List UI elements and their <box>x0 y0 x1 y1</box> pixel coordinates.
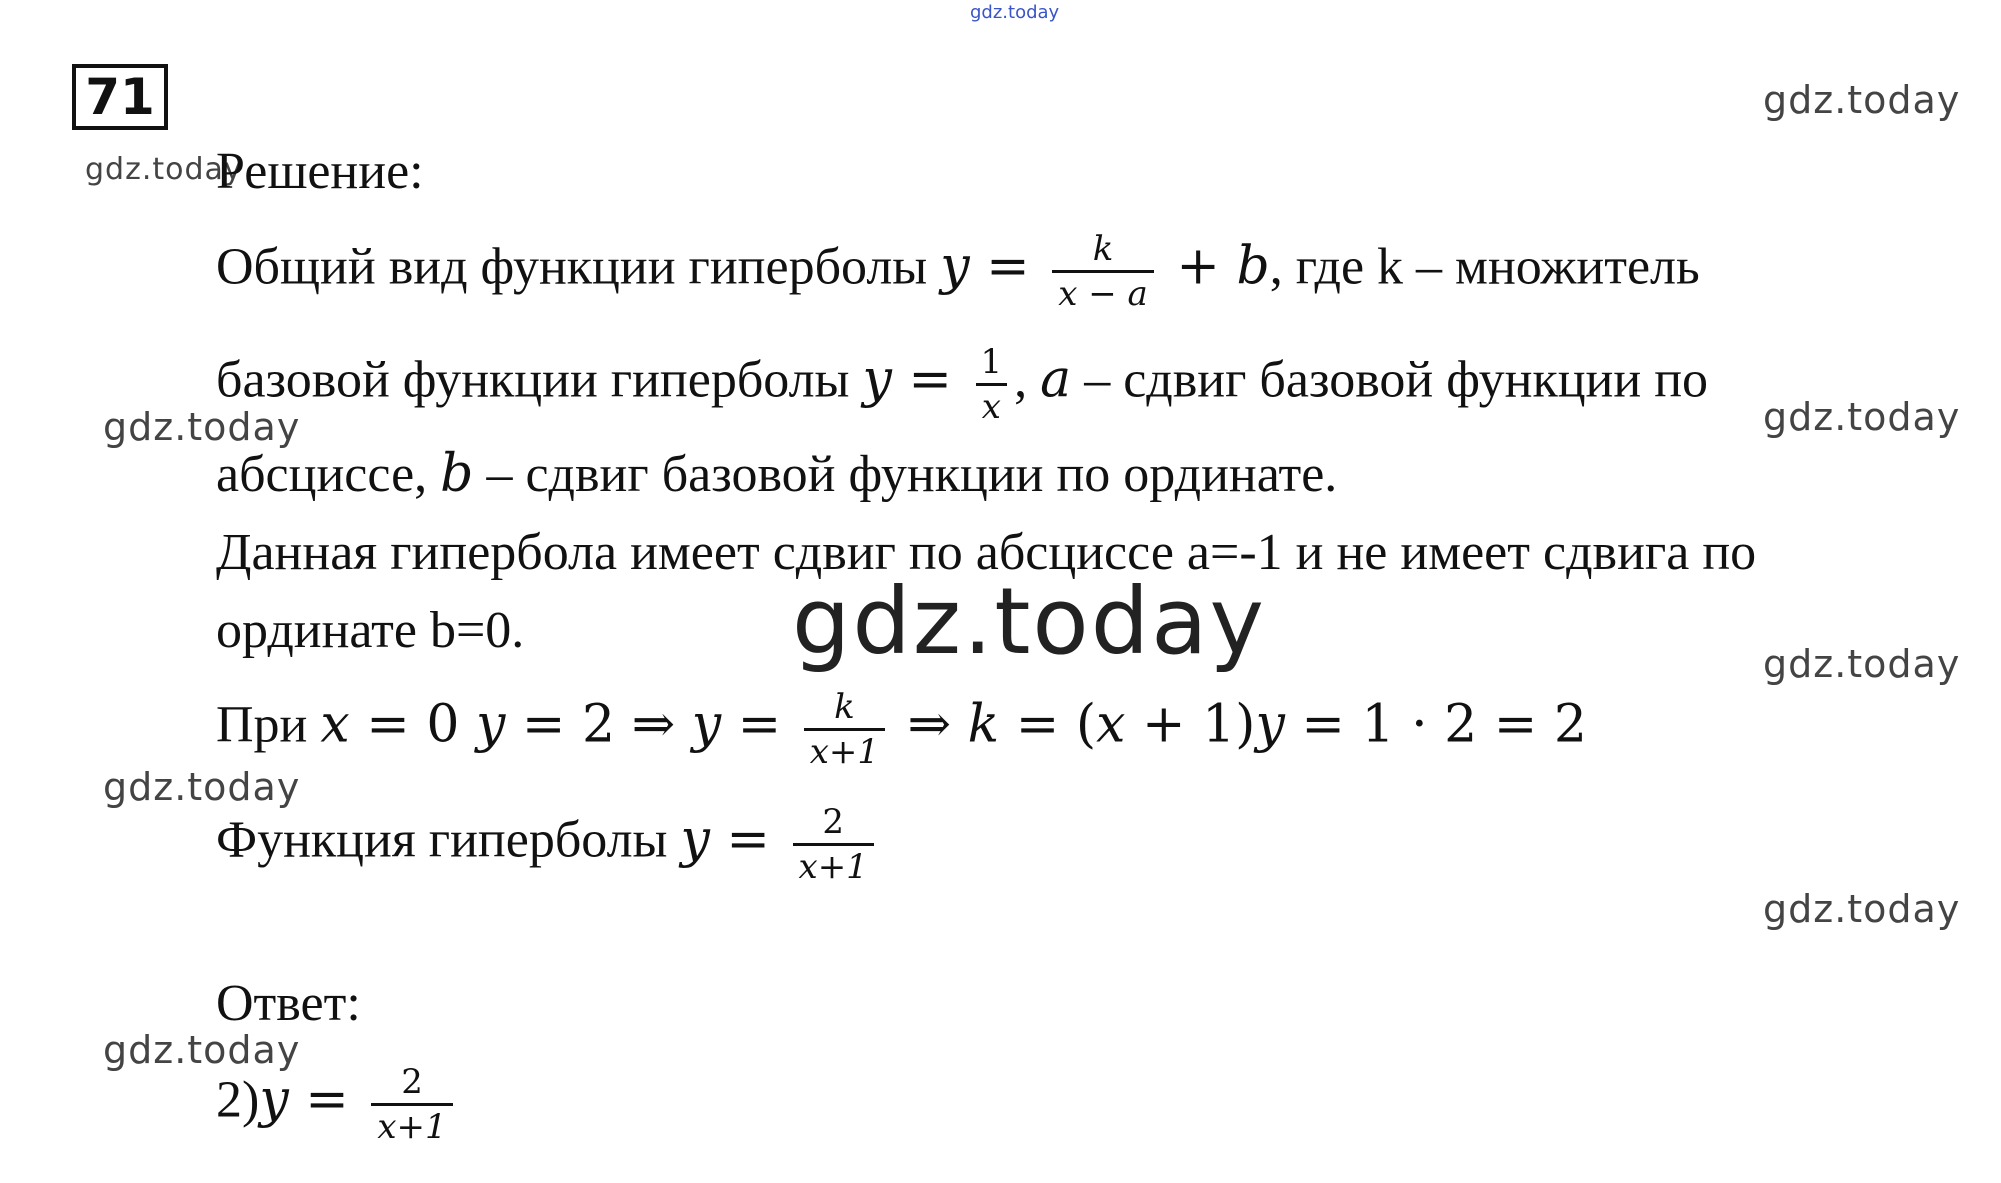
fraction <box>975 342 1009 427</box>
math-var: y <box>475 694 506 755</box>
fraction-numerator: k <box>834 687 855 727</box>
fraction <box>804 687 885 772</box>
text: Функция гиперболы <box>216 811 681 869</box>
fraction-denominator: x − a <box>1052 270 1154 311</box>
math-op: = <box>969 236 1047 297</box>
watermark-large: gdz.today <box>792 568 1266 675</box>
text: , где k – множитель <box>1269 238 1700 296</box>
watermark: gdz.today <box>1763 642 1961 686</box>
fraction-denominator: x+1 <box>804 728 885 769</box>
answer-heading: Ответ: <box>216 975 361 1032</box>
text-line-general-form <box>216 229 1700 314</box>
problem-number: 71 <box>72 64 168 130</box>
math-op: = 1 · 2 = 2 <box>1284 694 1587 755</box>
text-line-base-function <box>216 342 1709 427</box>
math-var: y <box>259 1069 289 1130</box>
fraction-denominator: x <box>976 383 1007 424</box>
fraction-denominator: x+1 <box>371 1103 452 1144</box>
text: абсциссе, <box>216 446 441 503</box>
watermark: gdz.today <box>103 405 301 449</box>
math-var: y <box>940 236 970 297</box>
watermark-top: gdz.today <box>970 2 1060 23</box>
answer-line <box>216 1062 459 1147</box>
text: При <box>216 696 321 754</box>
fraction <box>371 1062 452 1147</box>
math-op: ⇒ <box>891 694 968 755</box>
watermark: gdz.today <box>103 765 301 809</box>
math-op: + <box>1159 236 1237 297</box>
text: – сдвиг базовой функции по <box>1071 351 1709 409</box>
fraction <box>1052 229 1154 314</box>
fraction-denominator: x+1 <box>793 843 874 884</box>
fraction-numerator: 1 <box>980 342 1003 382</box>
text-line-hyperbola-function <box>216 802 880 887</box>
math-op: = 0 <box>349 694 476 755</box>
math-var: k <box>967 694 1000 755</box>
fraction <box>793 802 874 887</box>
text-line-abscissa <box>216 444 1338 504</box>
math-op: = <box>891 349 969 410</box>
math-var: b <box>440 444 474 504</box>
math-var: y <box>691 694 722 755</box>
math-var: a <box>1040 349 1072 410</box>
math-op: = <box>288 1069 366 1130</box>
math-var: x <box>320 694 350 755</box>
watermark: gdz.today <box>1763 395 1961 439</box>
math-op: = <box>709 809 787 870</box>
fraction-numerator: k <box>1092 229 1114 269</box>
watermark: gdz.today <box>1763 78 1961 122</box>
text: 2) <box>216 1071 260 1129</box>
text: базовой функции гиперболы <box>216 351 863 409</box>
math-var: x <box>1096 694 1126 755</box>
math-op: + 1) <box>1125 694 1256 755</box>
text: – сдвиг базовой функции по ординате. <box>473 446 1338 503</box>
math-var: y <box>680 809 710 870</box>
text-line-shift: Данная гипербола имеет сдвиг по абсциссе a=-1 и не имеет сдвига по <box>216 524 1757 581</box>
math-op: = ( <box>999 694 1097 755</box>
text-line-computation <box>216 687 1587 772</box>
math-var: y <box>862 349 892 410</box>
math-var: b <box>1236 236 1270 297</box>
math-var: y <box>1255 694 1285 755</box>
watermark: gdz.today <box>85 152 243 187</box>
text: Общий вид функции гиперболы <box>216 238 941 296</box>
watermark: gdz.today <box>103 1028 301 1072</box>
math-op: = <box>721 694 798 755</box>
text-line-ordinate: ординате b=0. <box>216 602 525 659</box>
fraction-numerator: 2 <box>401 1062 423 1102</box>
solution-heading: Решение: <box>216 143 424 200</box>
watermark: gdz.today <box>1763 887 1961 931</box>
fraction-numerator: 2 <box>822 802 844 842</box>
text: , <box>1014 351 1041 409</box>
math-op: = 2 ⇒ <box>505 694 692 755</box>
